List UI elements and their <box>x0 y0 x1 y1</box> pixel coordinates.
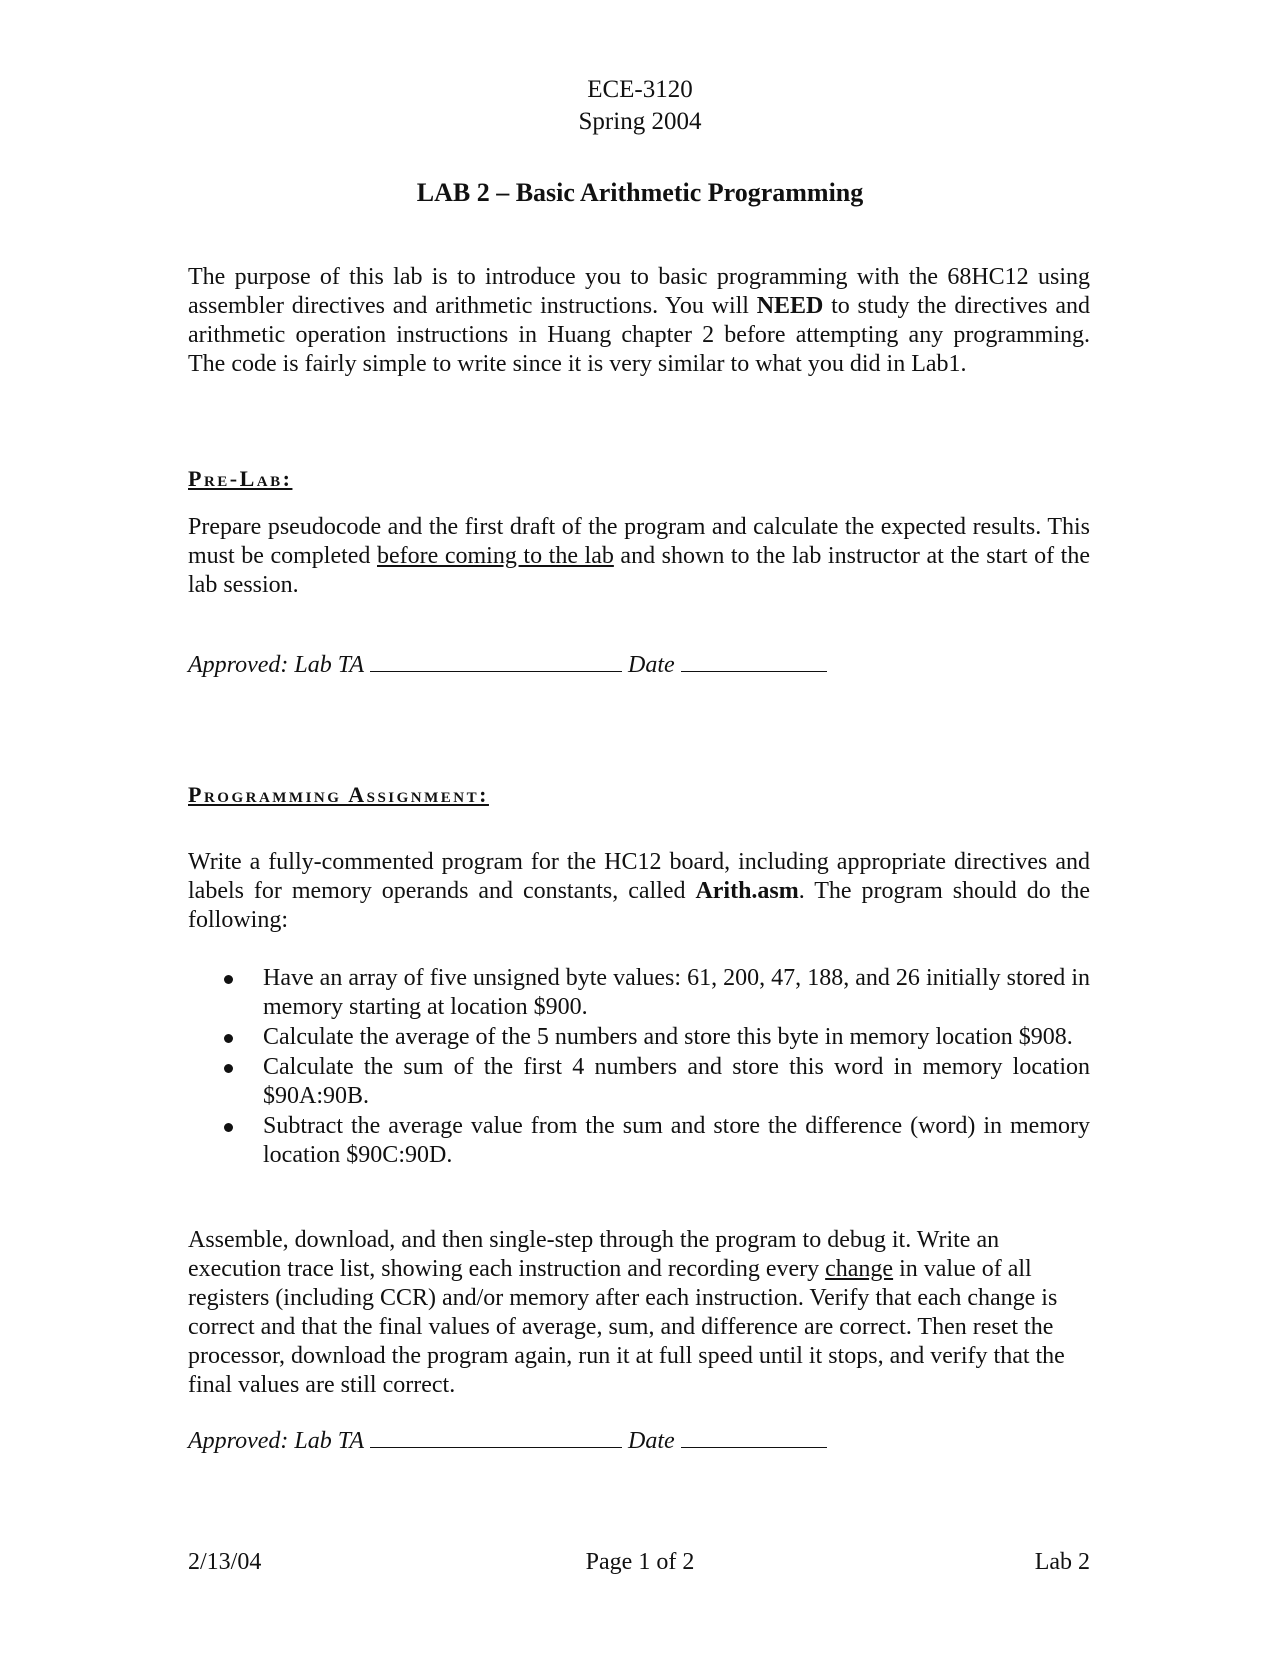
signature-blank[interactable] <box>370 1446 622 1448</box>
list-item: Calculate the sum of the first 4 numbers and store this word in memory location $90A:90B. <box>188 1053 1090 1111</box>
prelab-text-2: and shown to the lab instructor at the start of the lab session. <box>188 543 1090 598</box>
bullet-icon <box>224 1123 233 1132</box>
date-blank[interactable] <box>681 1446 827 1448</box>
footer-date: 2/13/04 <box>188 1549 262 1575</box>
approval-line-1 <box>188 650 833 680</box>
approved-label: Approved: Lab TA <box>188 652 364 678</box>
assignment-text-1: Write a fully-commented program for the HC12 board, including appropriate directives and labels for memory operands and constants, called <box>188 849 1090 904</box>
intro-text-1: The purpose of this lab is to introduce you to basic programming with the 68HC12 using assembler directives and arithmetic instructions. You will <box>188 264 1090 319</box>
trace-underlined: change <box>825 1256 894 1282</box>
footer-page-number: Page 1 of 2 <box>585 1549 695 1575</box>
page-title: LAB 2 – Basic Arithmetic Programming <box>416 178 864 207</box>
footer-lab: Lab 2 <box>1034 1549 1090 1575</box>
bullet-icon <box>224 1064 233 1073</box>
list-item: Have an array of five unsigned byte values: 61, 200, 47, 188, and 26 initially stored in memory starting at location $900. <box>188 964 1090 1022</box>
trace-text-1: Assemble, download, and then single-step through the program to debug it. Write an execution trace list, showing each instruction and recording every <box>188 1227 1000 1282</box>
list-item: Subtract the average value from the sum and store the difference (word) in memory location $90C:90D. <box>188 1112 1090 1170</box>
date-label: Date <box>627 652 675 678</box>
signature-blank[interactable] <box>370 670 622 672</box>
requirements-list <box>188 964 1090 1171</box>
assignment-paragraph <box>188 848 1090 935</box>
trace-paragraph <box>188 1226 1084 1400</box>
filename: Arith.asm <box>695 878 799 904</box>
intro-paragraph <box>188 263 1090 379</box>
trace-text-2: in value of all registers (including CCR) and/or memory after each instruction. Verify that each change is correct and that the final values of average, sum, and difference are correct. Then reset the processor, download the program again, run it at full speed until it stops, and verify that the final values are still correct. <box>188 1256 1065 1398</box>
bullet-icon <box>224 975 233 984</box>
term: Spring 2004 <box>578 108 702 135</box>
bullet-icon <box>224 1034 233 1043</box>
assignment-heading: Programming Assignment: <box>188 782 489 807</box>
date-label: Date <box>627 1428 675 1454</box>
prelab-heading: Pre-Lab: <box>188 466 293 491</box>
prelab-underlined: before coming to the lab <box>377 543 614 569</box>
approved-label: Approved: Lab TA <box>188 1428 364 1454</box>
prelab-text-1: Prepare pseudocode and the first draft of the program and calculate the expected results. This must be completed <box>188 514 1090 569</box>
course-code: ECE-3120 <box>587 76 693 103</box>
list-item: Calculate the average of the 5 numbers and store this byte in memory location $908. <box>188 1023 1090 1052</box>
prelab-paragraph <box>188 513 1090 600</box>
need-emphasis: NEED <box>756 293 824 319</box>
assignment-text-2: . The program should do the following: <box>188 878 1090 933</box>
intro-text-2: to study the directives and arithmetic operation instructions in Huang chapter 2 before attempting any programming. The code is fairly simple to write since it is very similar to what you did in Lab1. <box>188 293 1090 377</box>
date-blank[interactable] <box>681 670 827 672</box>
approval-line-2 <box>188 1426 833 1456</box>
